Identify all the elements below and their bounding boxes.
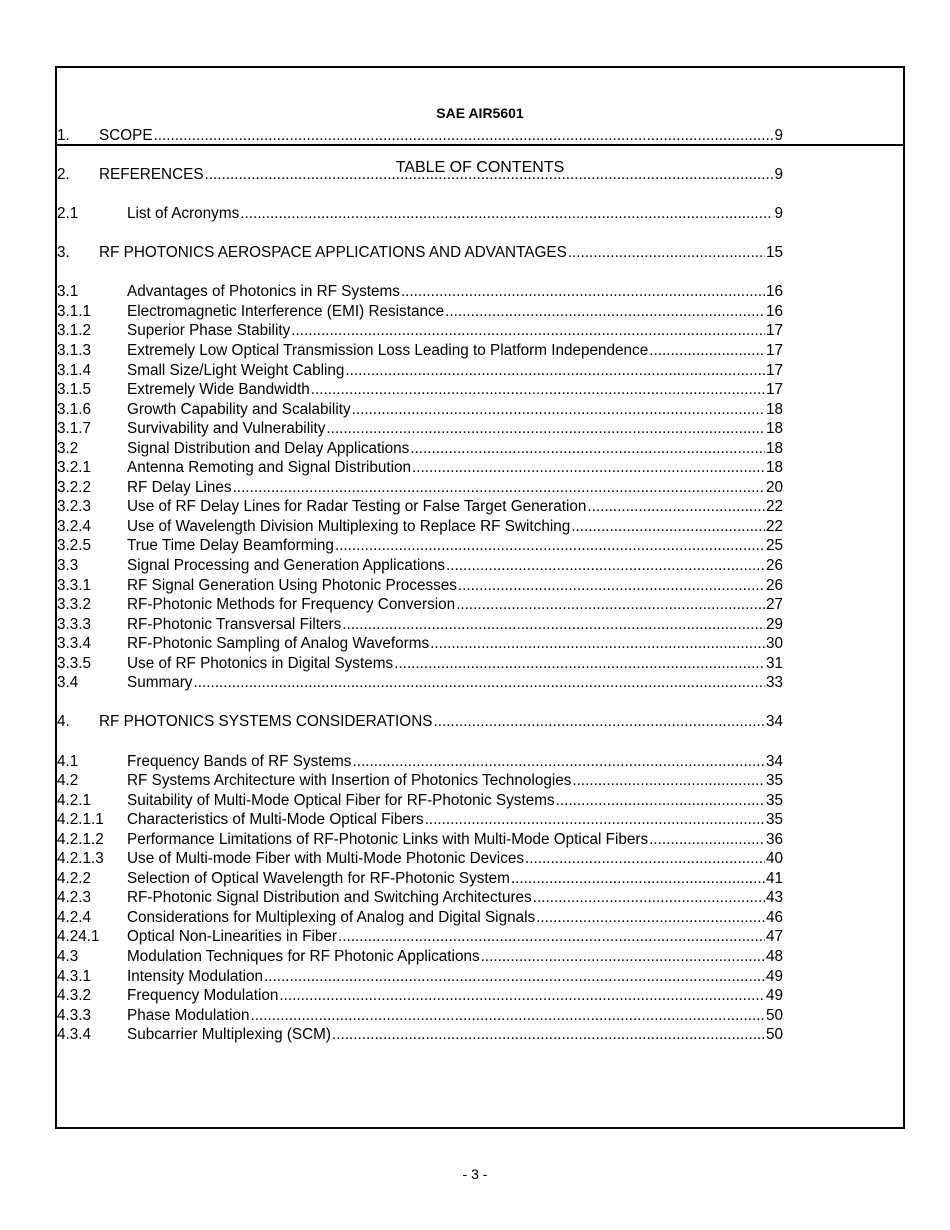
toc-entry-title: RF PHOTONICS AEROSPACE APPLICATIONS AND ADVANTAGES — [99, 244, 567, 262]
toc-entry-page: 34 — [765, 713, 783, 731]
toc-entry-page: 18 — [765, 459, 783, 477]
toc-entry-page: 25 — [765, 537, 783, 555]
toc-entry-number: 3. — [57, 244, 70, 262]
toc-leader-dots — [525, 849, 765, 869]
toc-leader-dots — [335, 536, 765, 556]
toc-entry-number: 3.2.4 — [57, 517, 92, 535]
toc-entry-title: Characteristics of Multi-Mode Optical Fibers — [127, 811, 424, 829]
toc-entry[interactable] — [57, 380, 783, 400]
toc-entry[interactable] — [57, 165, 783, 185]
toc-leader-dots — [430, 634, 765, 654]
toc-entry-title: RF Systems Architecture with Insertion of Photonics Technologies — [127, 772, 572, 790]
toc-entry-title: Use of RF Delay Lines for Radar Testing or False Target Generation — [127, 498, 587, 516]
document-id: SAE AIR5601 — [436, 105, 524, 121]
toc-entry-title: REFERENCES — [99, 166, 204, 184]
toc-leader-dots — [233, 478, 765, 498]
toc-entry[interactable] — [57, 556, 783, 576]
toc-entry-title: RF-Photonic Signal Distribution and Switching Architectures — [127, 889, 532, 907]
toc-entry[interactable] — [57, 673, 783, 693]
toc-entry-title: RF Delay Lines — [127, 478, 232, 496]
toc-entry-page: 40 — [765, 850, 783, 868]
toc-entry-number: 4.2.2 — [57, 869, 92, 887]
toc-entry-number: 3.3.5 — [57, 654, 92, 672]
toc-entry-page: 22 — [765, 498, 783, 516]
toc-entry-title: Extremely Low Optical Transmission Loss Leading to Platform Independence — [127, 342, 649, 360]
toc-entry-title: Intensity Modulation — [127, 967, 264, 985]
toc-leader-dots — [193, 673, 765, 693]
toc-entry-number: 3.3.2 — [57, 596, 92, 614]
toc-entry-number: 3.1.3 — [57, 342, 92, 360]
toc-entry-number: 3.4 — [57, 674, 79, 692]
toc-entry[interactable] — [57, 302, 783, 322]
toc-entry[interactable] — [57, 967, 783, 987]
toc-leader-dots — [458, 576, 765, 596]
toc-entry[interactable] — [57, 576, 783, 596]
toc-entry-title: RF Signal Generation Using Photonic Processes — [127, 576, 457, 594]
toc-entry-title: Considerations for Multiplexing of Analog and Digital Signals — [127, 908, 536, 926]
toc-leader-dots — [533, 888, 765, 908]
toc-entry[interactable] — [57, 986, 783, 1006]
toc-entry-number: 4.2.1.1 — [57, 811, 104, 829]
toc-leader-dots — [425, 810, 765, 830]
toc-entry[interactable] — [57, 204, 783, 224]
toc-leader-dots — [649, 830, 765, 850]
toc-entry-number: 3.1.5 — [57, 381, 92, 399]
toc-entry[interactable] — [57, 478, 783, 498]
toc-entry-number: 4. — [57, 713, 70, 731]
toc-entry-number: 4.24.1 — [57, 928, 100, 946]
toc-entry[interactable] — [57, 1006, 783, 1026]
toc-entry[interactable] — [57, 282, 783, 302]
toc-entry-page: 17 — [765, 322, 783, 340]
toc-entry-title: List of Acronyms — [127, 205, 240, 223]
page-number: - 3 - — [462, 1166, 488, 1182]
toc-entry-number: 4.2.1.3 — [57, 850, 104, 868]
toc-entry-number: 3.1.6 — [57, 400, 92, 418]
toc-entry-number: 3.3.3 — [57, 615, 92, 633]
toc-entry-number: 3.1 — [57, 283, 79, 301]
toc-entry-number: 4.2.3 — [57, 889, 92, 907]
toc-entry-number: 3.1.4 — [57, 361, 92, 379]
toc-entry-title: SCOPE — [99, 127, 153, 144]
toc-leader-dots — [332, 1025, 765, 1045]
toc-leader-dots — [205, 165, 774, 185]
toc-entry-title: Signal Processing and Generation Applications — [127, 557, 446, 575]
toc-entry-number: 4.2.1 — [57, 791, 92, 809]
toc-entry-title: Use of RF Photonics in Digital Systems — [127, 654, 394, 672]
toc-leader-dots — [572, 771, 765, 791]
toc-entry-page: 49 — [765, 967, 783, 985]
toc-entry-page: 29 — [765, 615, 783, 633]
toc-entry-page: 35 — [765, 791, 783, 809]
toc-entry-title: Use of Multi-mode Fiber with Multi-Mode Photonic Devices — [127, 850, 525, 868]
toc-entry[interactable] — [57, 849, 783, 869]
toc-entry-title: RF-Photonic Transversal Filters — [127, 615, 342, 633]
toc-entry-page: 26 — [765, 576, 783, 594]
toc-entry[interactable] — [57, 615, 783, 635]
toc-leader-dots — [536, 908, 765, 928]
toc-entry[interactable] — [57, 947, 783, 967]
toc-entry-page: 18 — [765, 420, 783, 438]
toc-entry-page: 9 — [774, 205, 783, 223]
toc-entry[interactable] — [57, 830, 783, 850]
toc-entry-page: 49 — [765, 987, 783, 1005]
toc-entry[interactable] — [57, 888, 783, 908]
toc-entry-title: Performance Limitations of RF-Photonic Links with Multi-Mode Optical Fibers — [127, 830, 649, 848]
toc-entry-page: 17 — [765, 342, 783, 360]
toc-entry-number: 4.2 — [57, 772, 79, 790]
toc-entry-page: 41 — [765, 869, 783, 887]
toc-leader-dots — [401, 282, 765, 302]
toc-entry-page: 33 — [765, 674, 783, 692]
toc-entry-number: 3.1.7 — [57, 420, 92, 438]
toc-entry-title: Modulation Techniques for RF Photonic Applications — [127, 947, 480, 965]
toc-entry-page: 17 — [765, 381, 783, 399]
toc-entry-page: 18 — [765, 400, 783, 418]
toc-leader-dots — [352, 752, 765, 772]
toc-leader-dots — [342, 615, 765, 635]
toc-entry[interactable] — [57, 361, 783, 381]
toc-entry-page: 35 — [765, 811, 783, 829]
toc-entry-page: 48 — [765, 947, 783, 965]
toc-entry-title: Antenna Remoting and Signal Distribution — [127, 459, 412, 477]
toc-entry-number: 4.1 — [57, 752, 79, 770]
toc-entry-number: 3.2.5 — [57, 537, 92, 555]
toc-entry-page: 47 — [765, 928, 783, 946]
toc-entry-number: 3.3.1 — [57, 576, 92, 594]
toc-entry[interactable] — [57, 458, 783, 478]
toc-entry-page: 16 — [765, 302, 783, 320]
toc-entry[interactable] — [57, 243, 783, 263]
toc-entry-title: RF-Photonic Sampling of Analog Waveforms — [127, 635, 430, 653]
toc-leader-dots — [587, 497, 765, 517]
toc-entry[interactable] — [57, 321, 783, 341]
toc-leader-dots — [412, 458, 765, 478]
toc-entry[interactable] — [57, 712, 783, 732]
toc-entry[interactable] — [57, 517, 783, 537]
toc-entry-page: 9 — [774, 166, 783, 184]
toc-leader-dots — [481, 947, 765, 967]
toc-entry-title: Frequency Modulation — [127, 987, 279, 1005]
toc-entry-title: Small Size/Light Weight Cabling — [127, 361, 345, 379]
toc-leader-dots — [456, 595, 765, 615]
toc-entry[interactable] — [57, 341, 783, 361]
toc-leader-dots — [154, 126, 774, 146]
toc-leader-dots — [352, 400, 765, 420]
toc-entry-title: Use of Wavelength Division Multiplexing to Replace RF Switching — [127, 517, 571, 535]
toc-leader-dots — [250, 1006, 765, 1026]
toc-entry-number: 3.1.1 — [57, 302, 92, 320]
toc-entry[interactable] — [57, 869, 783, 889]
toc-entry[interactable] — [57, 400, 783, 420]
toc-entry-number: 4.3 — [57, 947, 79, 965]
toc-entry-title: Growth Capability and Scalability — [127, 400, 351, 418]
toc-entry[interactable] — [57, 634, 783, 654]
toc-entry-title: Suitability of Multi-Mode Optical Fiber for RF-Photonic Systems — [127, 791, 555, 809]
toc-leader-dots — [264, 967, 765, 987]
toc-entry-title: RF PHOTONICS SYSTEMS CONSIDERATIONS — [99, 713, 433, 731]
toc-entry-page: 30 — [765, 635, 783, 653]
toc-entry-title: Phase Modulation — [127, 1006, 250, 1024]
toc-entry-title: Summary — [127, 674, 193, 692]
toc-entry[interactable] — [57, 771, 783, 791]
toc-entry-number: 3.3.4 — [57, 635, 92, 653]
toc-entry-page: 50 — [765, 1026, 783, 1044]
toc-entry-page: 18 — [765, 439, 783, 457]
toc-entry-page: 50 — [765, 1006, 783, 1024]
toc-entry-number: 4.3.4 — [57, 1026, 92, 1044]
toc-entry-page: 15 — [765, 244, 783, 262]
toc-entry-page: 46 — [765, 908, 783, 926]
toc-heading: TABLE OF CONTENTS — [395, 159, 565, 176]
toc-entry-title: Signal Distribution and Delay Applications — [127, 439, 410, 457]
toc-entry-number: 4.2.4 — [57, 908, 92, 926]
toc-entry-number: 3.2.2 — [57, 478, 92, 496]
toc-entry[interactable] — [57, 595, 783, 615]
table-of-contents — [57, 126, 783, 1045]
toc-entry[interactable] — [57, 497, 783, 517]
toc-leader-dots — [240, 204, 773, 224]
toc-entry-page: 9 — [774, 127, 783, 144]
toc-entry-page: 20 — [765, 478, 783, 496]
toc-entry[interactable] — [57, 126, 783, 146]
toc-entry[interactable] — [57, 419, 783, 439]
toc-leader-dots — [446, 556, 765, 576]
toc-entry-number: 3.3 — [57, 557, 79, 575]
toc-entry[interactable] — [57, 927, 783, 947]
toc-leader-dots — [338, 927, 765, 947]
toc-leader-dots — [571, 517, 765, 537]
toc-entry-title: Superior Phase Stability — [127, 322, 291, 340]
toc-entry-page: 22 — [765, 517, 783, 535]
toc-entry-number: 3.2 — [57, 439, 79, 457]
toc-entry-title: Electromagnetic Interference (EMI) Resistance — [127, 302, 445, 320]
toc-entry-title: Survivability and Vulnerability — [127, 420, 326, 438]
toc-entry-title: Selection of Optical Wavelength for RF-Photonic System — [127, 869, 510, 887]
toc-entry-page: 43 — [765, 889, 783, 907]
toc-entry-page: 34 — [765, 752, 783, 770]
toc-leader-dots — [311, 380, 765, 400]
toc-entry-number: 4.2.1.2 — [57, 830, 104, 848]
toc-entry-page: 35 — [765, 772, 783, 790]
toc-entry-title: Subcarrier Multiplexing (SCM) — [127, 1026, 332, 1044]
toc-entry-number: 3.1.2 — [57, 322, 92, 340]
toc-entry-page: 27 — [765, 596, 783, 614]
toc-entry-number: 4.3.1 — [57, 967, 92, 985]
toc-entry[interactable] — [57, 439, 783, 459]
toc-entry-title: Advantages of Photonics in RF Systems — [127, 283, 400, 301]
toc-entry[interactable] — [57, 1025, 783, 1045]
toc-leader-dots — [511, 869, 765, 889]
toc-entry-title: RF-Photonic Methods for Frequency Conversion — [127, 596, 456, 614]
toc-leader-dots — [410, 439, 765, 459]
toc-leader-dots — [445, 302, 765, 322]
toc-entry-number: 2. — [57, 166, 70, 184]
toc-entry-number: 4.3.2 — [57, 987, 92, 1005]
toc-entry-page: 17 — [765, 361, 783, 379]
toc-entry[interactable] — [57, 654, 783, 674]
toc-entry[interactable] — [57, 810, 783, 830]
toc-entry-page: 26 — [765, 557, 783, 575]
toc-entry-title: Optical Non-Linearities in Fiber — [127, 928, 337, 946]
toc-leader-dots — [279, 986, 765, 1006]
toc-entry[interactable] — [57, 908, 783, 928]
toc-leader-dots — [291, 321, 765, 341]
toc-leader-dots — [568, 243, 765, 263]
toc-entry-number: 1. — [57, 127, 70, 144]
toc-entry[interactable] — [57, 536, 783, 556]
toc-entry-title: Extremely Wide Bandwidth — [127, 381, 310, 399]
toc-entry[interactable] — [57, 791, 783, 811]
toc-entry-page: 16 — [765, 283, 783, 301]
toc-entry-page: 36 — [765, 830, 783, 848]
toc-leader-dots — [345, 361, 765, 381]
toc-leader-dots — [394, 654, 765, 674]
toc-entry[interactable] — [57, 752, 783, 772]
toc-entry-number: 3.2.3 — [57, 498, 92, 516]
toc-entry-title: True Time Delay Beamforming — [127, 537, 334, 555]
toc-entry-number: 2.1 — [57, 205, 79, 223]
toc-leader-dots — [556, 791, 765, 811]
toc-leader-dots — [433, 712, 765, 732]
toc-leader-dots — [649, 341, 765, 361]
toc-leader-dots — [326, 419, 765, 439]
toc-entry-number: 3.2.1 — [57, 459, 92, 477]
toc-entry-title: Frequency Bands of RF Systems — [127, 752, 352, 770]
toc-entry-page: 31 — [765, 654, 783, 672]
toc-entry-number: 4.3.3 — [57, 1006, 92, 1024]
